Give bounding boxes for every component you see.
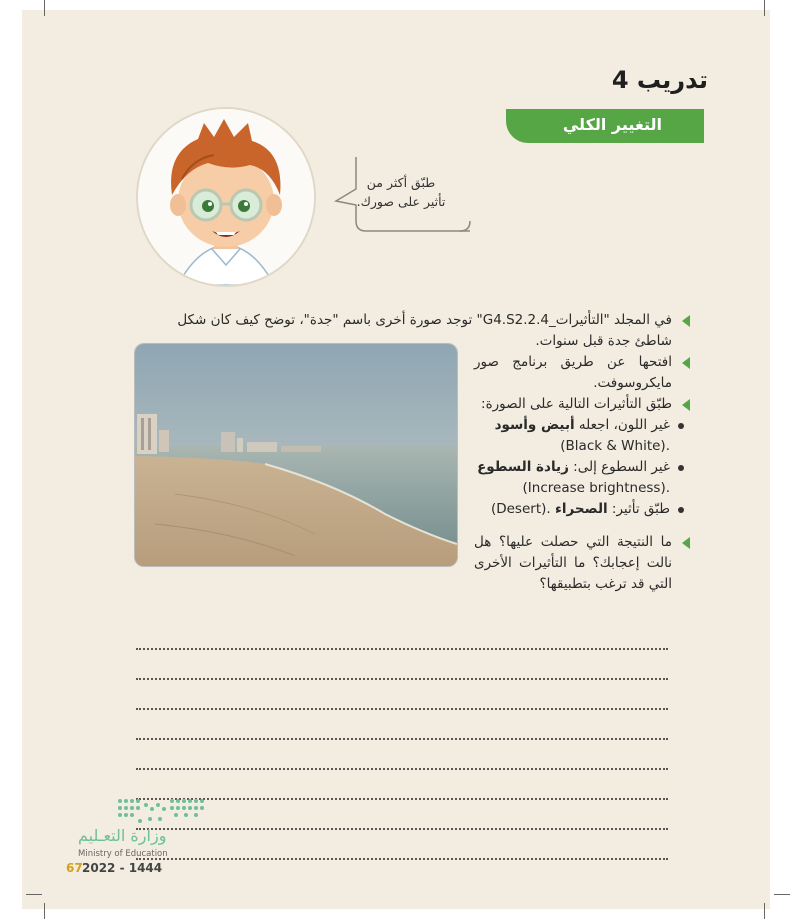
crop-mark	[44, 0, 45, 16]
bullet-triangle-icon	[682, 357, 690, 369]
sub-list-item	[474, 415, 692, 457]
instruction-text: طبّق التأثيرات التالية على الصورة:	[481, 396, 672, 412]
instruction-text: افتحها عن طريق برنامج صور مايكروسوفت.	[474, 354, 672, 391]
answer-line[interactable]	[136, 800, 668, 830]
page-number: 67	[66, 861, 83, 875]
list-item	[474, 352, 692, 394]
answer-line[interactable]	[136, 770, 668, 800]
sub-text: غير اللون، اجعله	[574, 417, 670, 433]
sub-english-text: (Desert).	[490, 501, 551, 517]
sub-bold-text: الصحراء	[554, 501, 608, 517]
bullet-triangle-icon	[682, 399, 690, 411]
instruction-text: في المجلد "التأثيرات_G4.S2.2.4" توجد صورة أخرى باسم "جدة"، توضح كيف كان شكل شاطئ جدة قبل سنوات.	[177, 312, 672, 349]
answer-line[interactable]	[136, 680, 668, 710]
speech-bubble-text	[348, 173, 454, 211]
sub-english-text: (Black & White).	[560, 438, 670, 454]
sub-bold-text: أبيض وأسود	[494, 417, 575, 433]
list-item	[474, 532, 692, 595]
section-banner-label: التغيير الكلي	[562, 115, 662, 134]
answer-lines	[136, 620, 668, 860]
sub-text: غير السطوع إلى:	[568, 459, 670, 475]
answer-line[interactable]	[136, 830, 668, 860]
ministry-logo-dots-icon	[116, 795, 208, 825]
crop-mark	[26, 894, 42, 895]
bullet-dot-icon	[678, 423, 684, 429]
bullet-dot-icon	[678, 507, 684, 513]
sub-text: طبّق تأثير:	[607, 501, 670, 517]
sub-list-item	[474, 499, 692, 520]
ministry-name-arabic: وزارة التعـليم	[78, 826, 167, 845]
right-column-instructions	[474, 352, 692, 595]
crop-mark	[44, 903, 45, 919]
question-text: ما النتيجة التي حصلت عليها؟ هل نالت إعجابك؟ ما التأثيرات الأخرى التي قد ترغب بتطبيقها؟	[474, 534, 672, 592]
crop-mark	[774, 894, 790, 895]
crop-mark	[764, 0, 765, 16]
jeddah-beach-photo	[134, 343, 458, 567]
speech-line-2: تأثير على صورك.	[356, 194, 446, 209]
sub-bold-text: زيادة السطوع	[477, 459, 569, 475]
speech-line-1: طبّق أكثر من	[366, 175, 436, 190]
answer-line[interactable]	[136, 650, 668, 680]
sub-english-text: (Increase brightness).	[522, 480, 670, 496]
bullet-triangle-icon	[682, 315, 690, 327]
ministry-name-english: Ministry of Education	[78, 849, 168, 859]
boy-character-illustration	[138, 109, 314, 285]
list-item	[474, 394, 692, 415]
sub-list-item	[474, 457, 692, 499]
bullet-triangle-icon	[682, 537, 690, 549]
crop-mark	[764, 903, 765, 919]
bullet-dot-icon	[678, 465, 684, 471]
section-banner	[506, 109, 704, 143]
answer-line[interactable]	[136, 620, 668, 650]
edition-year: 2022 - 1444	[82, 861, 163, 875]
page-title: تدريب 4	[611, 66, 708, 94]
answer-line[interactable]	[136, 740, 668, 770]
avatar	[136, 107, 316, 287]
answer-line[interactable]	[136, 710, 668, 740]
ministry-logo	[68, 795, 208, 829]
